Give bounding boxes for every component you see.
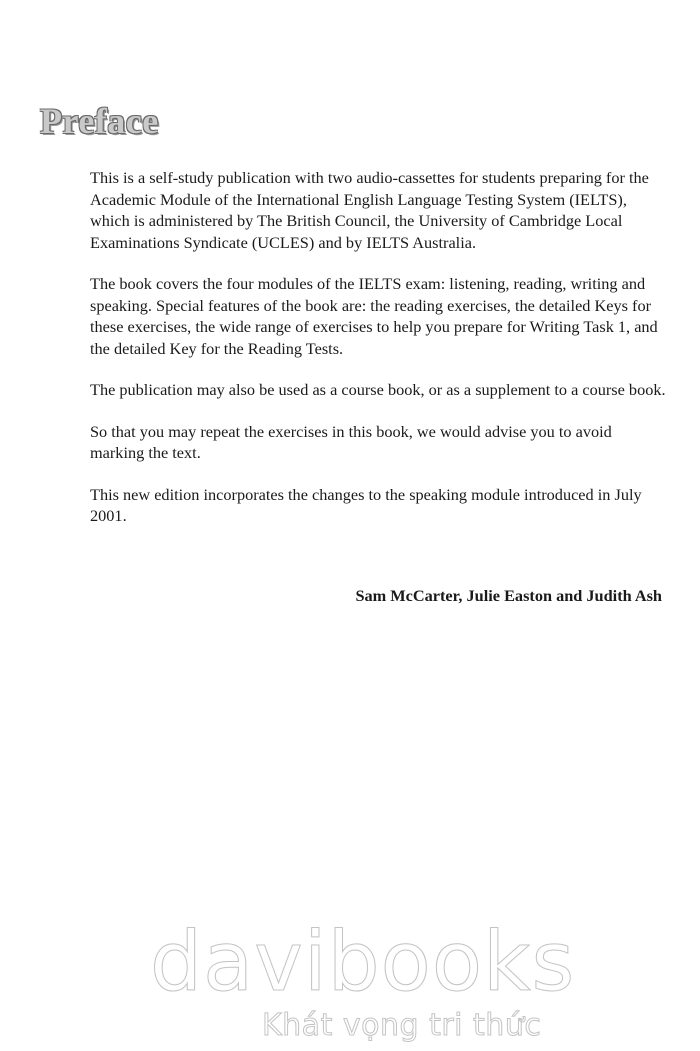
watermark-tagline: Khát vọng tri thức — [262, 1008, 542, 1043]
paragraph: This new edition incorporates the changes to the speaking module introduced in July 2001. — [90, 484, 642, 525]
paragraph: This is a self-study publication with two audio-cassettes for students preparing for the Academic Module of the International English Language Testing System (IELTS), which is administered by The British Council, the University of Cambridge Local Examinations Syndicate (UCLES) and by IELTS Australia. — [90, 168, 649, 252]
paragraph: So that you may repeat the exercises in this book, we would advise you to avoid marking the text. — [90, 421, 612, 462]
author-signature: Sam McCarter, Julie Easton and Judith Ash — [355, 586, 662, 605]
paragraph: The book covers the four modules of the IELTS exam: listening, reading, writing and speaking. Special features of the book are: the reading exercises, the detailed Keys for these exercises, the wide range of exercises to help you prepare for Writing Task 1, and the detailed Key for the Reading Tests. — [90, 274, 658, 358]
paragraph: The publication may also be used as a course book, or as a supplement to a course book. — [90, 380, 666, 399]
preface-body — [90, 167, 668, 547]
watermark-brand: davibooks — [150, 915, 576, 1010]
page-title: Preface — [40, 101, 159, 141]
